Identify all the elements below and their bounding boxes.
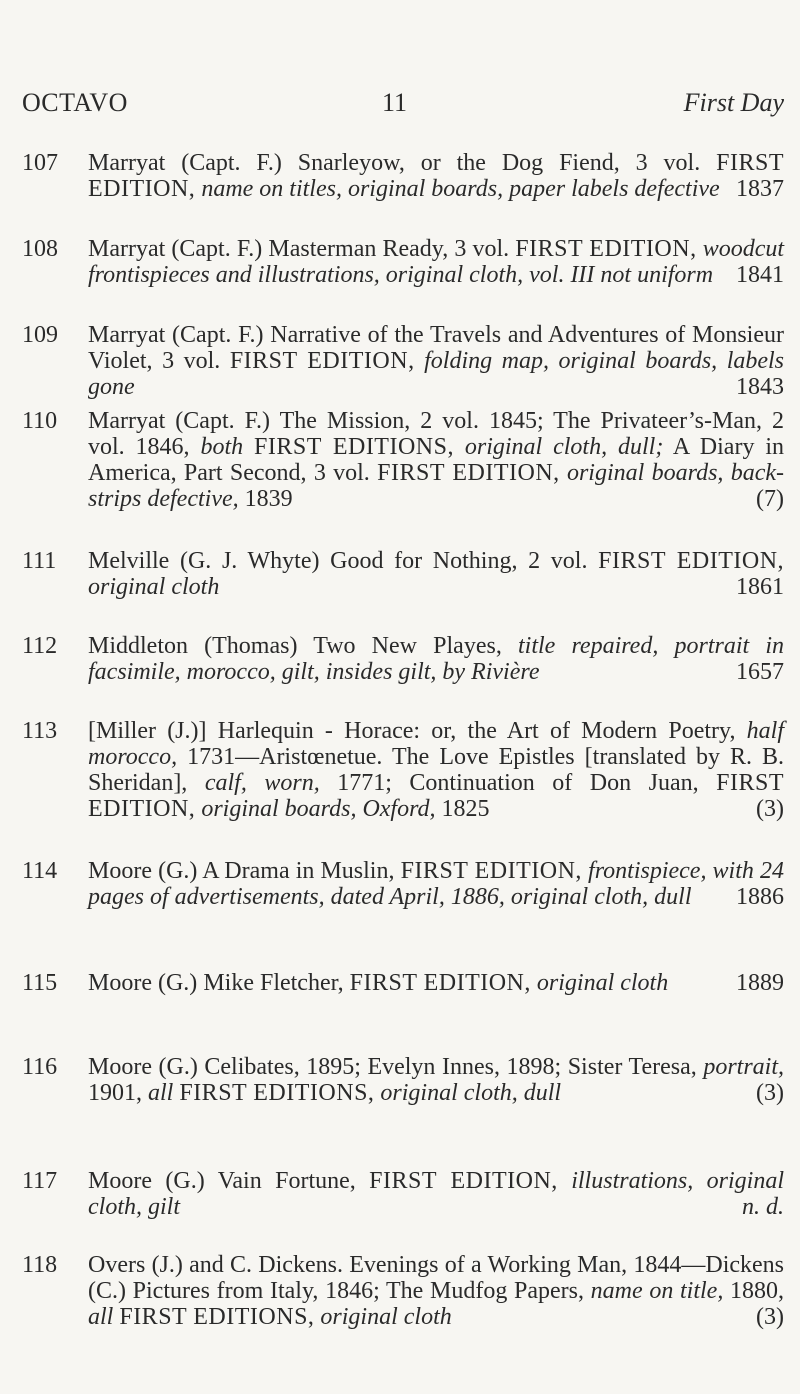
lot-condition: original cloth, dull [380, 1080, 562, 1106]
lot-entry [22, 1054, 784, 1162]
page-number: 11 [382, 88, 408, 117]
lot-description [88, 1252, 784, 1330]
lot-entry [22, 236, 784, 316]
lot-edition: FIRST EDITION, [598, 548, 785, 574]
lot-entry [22, 858, 784, 966]
lot-number: 113 [22, 718, 58, 744]
lot-quantity: (3) [756, 1080, 784, 1106]
lot-edition: FIRST EDITION, [400, 858, 582, 884]
lot-author: Marryat (Capt. F.) [88, 236, 263, 262]
lot-condition: portrait, [703, 1054, 784, 1080]
lot-date: 1657 [736, 659, 784, 685]
lot-condition: original cloth, dull; [464, 434, 664, 460]
lot-title: Snarleyow, or the Dog Fiend, 3 vol. [297, 150, 701, 176]
lot-condition: name on titles, original boards, paper labels defective [201, 176, 720, 202]
lot-number: 108 [22, 236, 58, 262]
lot-quantity: (7) [756, 486, 784, 512]
lot-title: Narrative of the Travels and Adventures of Monsieur Violet, 3 vol. [88, 322, 784, 374]
lot-author: Moore (G.) [88, 858, 198, 884]
lot-title: The Mission, 2 vol. 1845; The Privateer’s-Man, 2 vol. 1846, [88, 408, 785, 460]
lot-condition: original boards, Oxford, [201, 796, 436, 822]
lot-number: 111 [22, 548, 57, 574]
lot-quantity: (3) [756, 796, 784, 822]
sale-day: First Day [683, 88, 784, 117]
lot-condition: name on title, [590, 1278, 724, 1304]
lot-description [88, 970, 784, 996]
lot-description [88, 718, 784, 822]
lot-edition: FIRST EDITIONS, [254, 434, 454, 460]
lot-condition: both [200, 434, 244, 460]
lot-condition: woodcut frontispieces and illustrations, original cloth, vol. III not uniform [88, 236, 785, 288]
lot-author: Melville (G. J. Whyte) [88, 548, 320, 574]
lot-number: 118 [22, 1252, 58, 1278]
lot-description [88, 1168, 784, 1220]
lot-title: Mike Fletcher, [203, 970, 344, 996]
page-header [22, 88, 784, 128]
lot-author: Middleton (Thomas) [88, 633, 298, 659]
lot-description [88, 1054, 784, 1106]
lot-title: Evenings of a Working Man, 1844—Dickens (C.) Pictures from Italy, 1846; The Mudfog Papers, [88, 1252, 785, 1304]
lot-number: 116 [22, 1054, 58, 1080]
lot-date: 1861 [736, 574, 784, 600]
lot-condition: illustrations, original cloth, gilt [88, 1168, 784, 1220]
lot-edition: FIRST EDITION, [88, 770, 785, 822]
lot-entry [22, 322, 784, 402]
lot-number: 114 [22, 858, 58, 884]
section-heading: OCTAVO [22, 88, 128, 117]
lot-author: Moore (G.) [88, 1168, 205, 1194]
lot-description [88, 548, 784, 600]
lot-edition: FIRST EDITION, [349, 970, 531, 996]
lot-entry [22, 408, 784, 542]
lot-author: Marryat (Capt. F.) [88, 322, 264, 348]
lot-condition: frontispiece, with 24 pages of advertisements, dated April, 1886, original cloth, dull [88, 858, 784, 910]
lot-year: 1880, [730, 1278, 785, 1304]
lot-edition: FIRST EDITIONS, [179, 1080, 375, 1106]
lot-edition: FIRST EDITION, [229, 348, 415, 374]
lot-author: Overs (J.) and C. Dickens. [88, 1252, 343, 1278]
lot-edition: FIRST EDITION, [369, 1168, 558, 1194]
lot-condition: title repaired, portrait in facsimile, morocco, gilt, insides gilt, by Rivière [88, 633, 785, 685]
lot-year: 1825 [441, 796, 490, 822]
lot-date: 1886 [736, 884, 784, 910]
lot-year: 1901, [88, 1080, 142, 1106]
lot-date: 1841 [736, 262, 784, 288]
lot-title: A Diary in America, Part Second, 3 vol. [88, 434, 785, 486]
lot-entry [22, 718, 784, 852]
lot-entry [22, 150, 784, 230]
lot-title: Two New Playes, [313, 633, 502, 659]
lot-description [88, 633, 784, 685]
lot-condition: half morocco, [88, 718, 785, 770]
lot-title: 1731—Aristœnetue. The Love Epistles [translated by R. B. Sheridan], [88, 744, 784, 796]
lot-number: 109 [22, 322, 58, 348]
lot-number: 112 [22, 633, 58, 659]
lot-description [88, 408, 784, 512]
lot-entry [22, 548, 784, 628]
lot-description [88, 236, 784, 288]
lot-date: 1843 [736, 374, 784, 400]
lot-edition: FIRST EDITION, [515, 236, 697, 262]
lot-edition: FIRST EDITION, [88, 150, 784, 202]
lot-author: Marryat (Capt. F.) [88, 150, 282, 176]
lot-number: 117 [22, 1168, 58, 1194]
lot-edition: FIRST EDITION, [377, 460, 560, 486]
lot-condition: calf, worn, [204, 770, 320, 796]
lot-date: 1837 [736, 176, 784, 202]
lot-year: 1839 [244, 486, 293, 512]
lot-title: A Drama in Muslin, [202, 858, 395, 884]
lot-entry [22, 633, 784, 713]
lot-entry [22, 1168, 784, 1248]
lot-title: Good for Nothing, 2 vol. [330, 548, 588, 574]
lot-edition: FIRST EDITIONS, [119, 1304, 315, 1330]
lot-title: Vain Fortune, [217, 1168, 356, 1194]
lot-date: 1889 [736, 970, 784, 996]
lot-condition: original cloth [536, 970, 669, 996]
lot-author: Marryat (Capt. F.) [88, 408, 271, 434]
lot-condition: original boards, back-strips defective, [88, 460, 785, 512]
lot-author: Moore (G.) [88, 970, 198, 996]
lot-entry [22, 970, 784, 1050]
lot-number: 110 [22, 408, 58, 434]
lot-author: Moore (G.) [88, 1054, 198, 1080]
lot-date: n. d. [742, 1194, 784, 1220]
lot-condition: all [88, 1304, 114, 1330]
lot-title: Celibates, 1895; Evelyn Innes, 1898; Sister Teresa, [204, 1054, 697, 1080]
lot-condition: original cloth [88, 574, 220, 600]
lot-description [88, 322, 784, 400]
lot-condition: all [148, 1080, 174, 1106]
lot-entry [22, 1252, 784, 1386]
lot-title: 1771; Continuation of Don Juan, [337, 770, 699, 796]
lot-quantity: (3) [756, 1304, 784, 1330]
lot-description [88, 150, 784, 202]
lot-title: Masterman Ready, 3 vol. [268, 236, 510, 262]
lot-condition: folding map, original boards, labels gone [88, 348, 785, 400]
lot-number: 107 [22, 150, 58, 176]
lot-number: 115 [22, 970, 58, 996]
lot-condition: original cloth [320, 1304, 452, 1330]
lot-title: Harlequin - Horace: or, the Art of Modern Poetry, [217, 718, 736, 744]
lot-description [88, 858, 784, 910]
lot-author: [Miller (J.)] [88, 718, 207, 744]
